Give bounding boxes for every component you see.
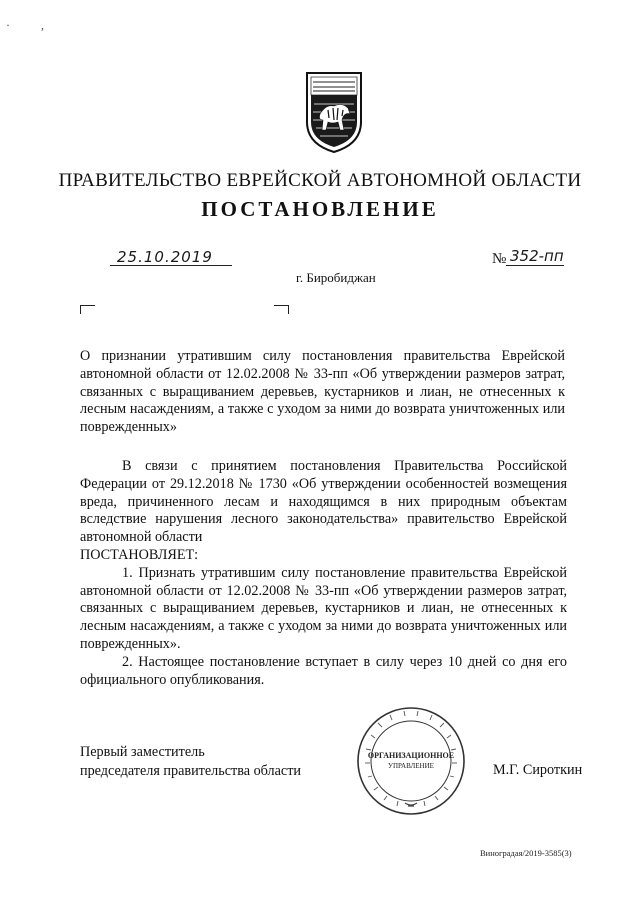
- official-stamp-seal: [355, 705, 467, 817]
- stamp-text-line-1: ОРГАНИЗАЦИОННОЕ: [367, 751, 455, 760]
- city: г. Биробиджан: [296, 270, 376, 285]
- heading-bracket-right: [274, 305, 289, 314]
- number-label: №: [492, 251, 507, 267]
- government-title: ПРАВИТЕЛЬСТВО ЕВРЕЙСКОЙ АВТОНОМНОЙ ОБЛАСТИ: [58, 170, 582, 191]
- stamp-text-line-2: УПРАВЛЕНИЕ: [388, 762, 434, 770]
- signature-block: [80, 743, 301, 781]
- document-type-title: ПОСТАНОВЛЕНИЕ: [201, 197, 439, 221]
- signer-name: М.Г. Сироткин: [493, 762, 583, 778]
- preamble-paragraph: В связи с принятием постановления Правительства Российской Федерации от 29.12.2018 № 1730 «Об утверждении особенностей возмещения вреда, причиненного лесам и находящимся в них природным объектам вследствие нарушения лесного законодательства» правительство Еврейской автономной области: [80, 458, 567, 546]
- coat-of-arms-emblem: [304, 70, 364, 154]
- document-heading: О признании утратившим силу постановления правительства Еврейской автономной области от 12.02.2008 № 33-пп «Об утверждении размеров затрат, связанных с выращиванием деревьев, кустарников и лиан, не отнесенных к лесным насаждениям, а также с уходом за ними до возврата уничтоженных или поврежденных»: [80, 348, 565, 436]
- number-underline: [506, 265, 564, 266]
- document-body: [80, 458, 567, 689]
- document-number: 352-пп: [510, 247, 564, 265]
- document-reference: Виноградая/2019-3585(3): [480, 848, 572, 858]
- decree-word: ПОСТАНОВЛЯЕТ:: [80, 546, 199, 563]
- item-1-paragraph: 1. Признать утратившим силу постановление правительства Еврейской автономной области от 12.02.2008 № 33-пп «Об утверждении размеров затрат, связанных с выращиванием деревьев, кустарников и лиан, не отнесенных к лесным насаждениям, а также с уходом за ними до возврата уничтоженных или поврежденных».: [80, 564, 567, 652]
- signer-position-line-1: Первый заместитель: [80, 744, 205, 760]
- date-underline: [110, 265, 232, 266]
- signer-position-line-2: председателя правительства области: [80, 763, 301, 779]
- item-2-paragraph: 2. Настоящее постановление вступает в силу через 10 дней со дня его официального опубликования.: [80, 653, 567, 688]
- heading-bracket-left: [80, 305, 95, 314]
- document-date: 25.10.2019: [117, 248, 213, 266]
- scan-marks: · ,: [6, 18, 58, 32]
